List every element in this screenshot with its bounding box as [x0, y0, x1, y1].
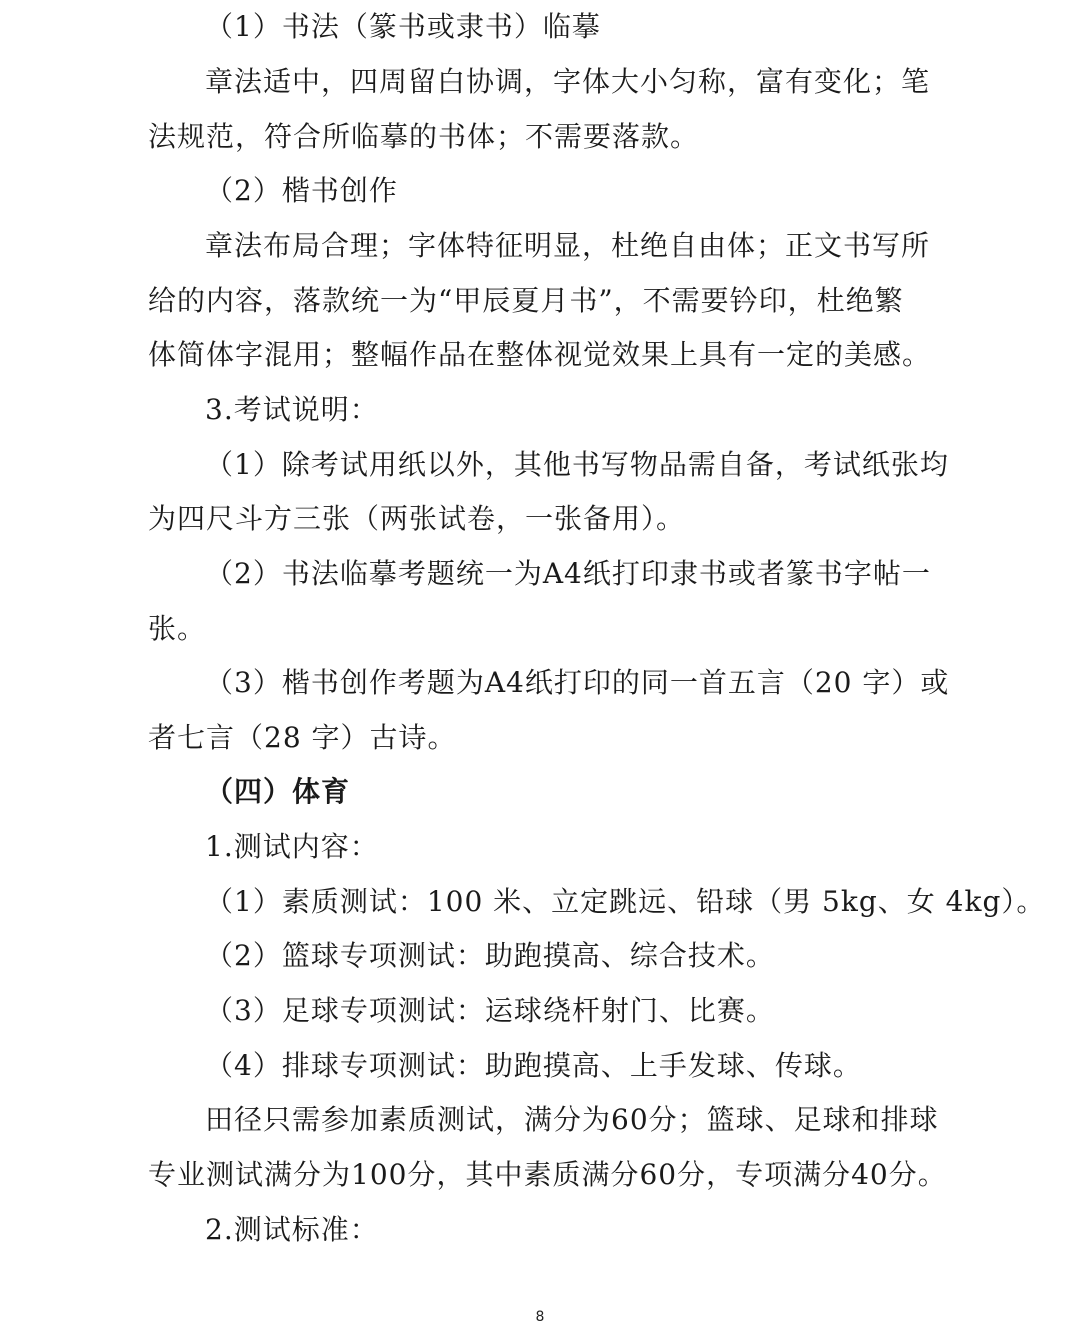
list-item: （1）素质测试：100 米、立定跳远、铅球（男 5kg、女 4kg）。: [205, 885, 1046, 918]
paragraph-line: 法规范，符合所临摹的书体；不需要落款。: [148, 120, 700, 153]
subheading-exam-notes: 3.考试说明：: [205, 393, 379, 426]
paragraph-line: 给的内容，落款统一为“甲辰夏月书”，不需要钤印，杜绝繁: [148, 284, 904, 317]
subheading-test-content: 1.测试内容：: [205, 830, 379, 863]
page-number: 8: [535, 1309, 545, 1325]
paragraph-line: 张。: [148, 612, 207, 645]
paragraph-line: 章法适中，四周留白协调，字体大小匀称，富有变化；笔: [205, 65, 931, 98]
paragraph-line: （3）楷书创作考题为A4纸打印的同一首五言（20 字）或: [205, 666, 950, 699]
paragraph-line: （2）书法临摹考题统一为A4纸打印隶书或者篆书字帖一: [205, 557, 931, 590]
paragraph-line: 体简体字混用；整幅作品在整体视觉效果上具有一定的美感。: [148, 338, 932, 371]
subheading-calligraphy-copying: （1）书法（篆书或隶书）临摹: [205, 10, 601, 43]
subheading-regular-script-creation: （2）楷书创作: [205, 174, 398, 207]
list-item: （3）足球专项测试：运球绕杆射门、比赛。: [205, 994, 775, 1027]
list-item: （4）排球专项测试：助跑摸高、上手发球、传球。: [205, 1049, 862, 1082]
subheading-test-standards: 2.测试标准：: [205, 1213, 379, 1246]
paragraph-line: 为四尺斗方三张（两张试卷，一张备用）。: [148, 502, 686, 535]
paragraph-line: 田径只需参加素质测试，满分为60分；篮球、足球和排球: [205, 1103, 939, 1136]
section-heading-sports: （四）体育: [205, 775, 351, 808]
paragraph-line: 者七言（28 字）古诗。: [148, 721, 457, 754]
paragraph-line: （1）除考试用纸以外，其他书写物品需自备，考试纸张均: [205, 448, 949, 481]
list-item: （2）篮球专项测试：助跑摸高、综合技术。: [205, 939, 775, 972]
paragraph-line: 章法布局合理；字体特征明显，杜绝自由体；正文书写所: [205, 229, 931, 262]
paragraph-line: 专业测试满分为100分，其中素质满分60分，专项满分40分。: [148, 1158, 947, 1191]
